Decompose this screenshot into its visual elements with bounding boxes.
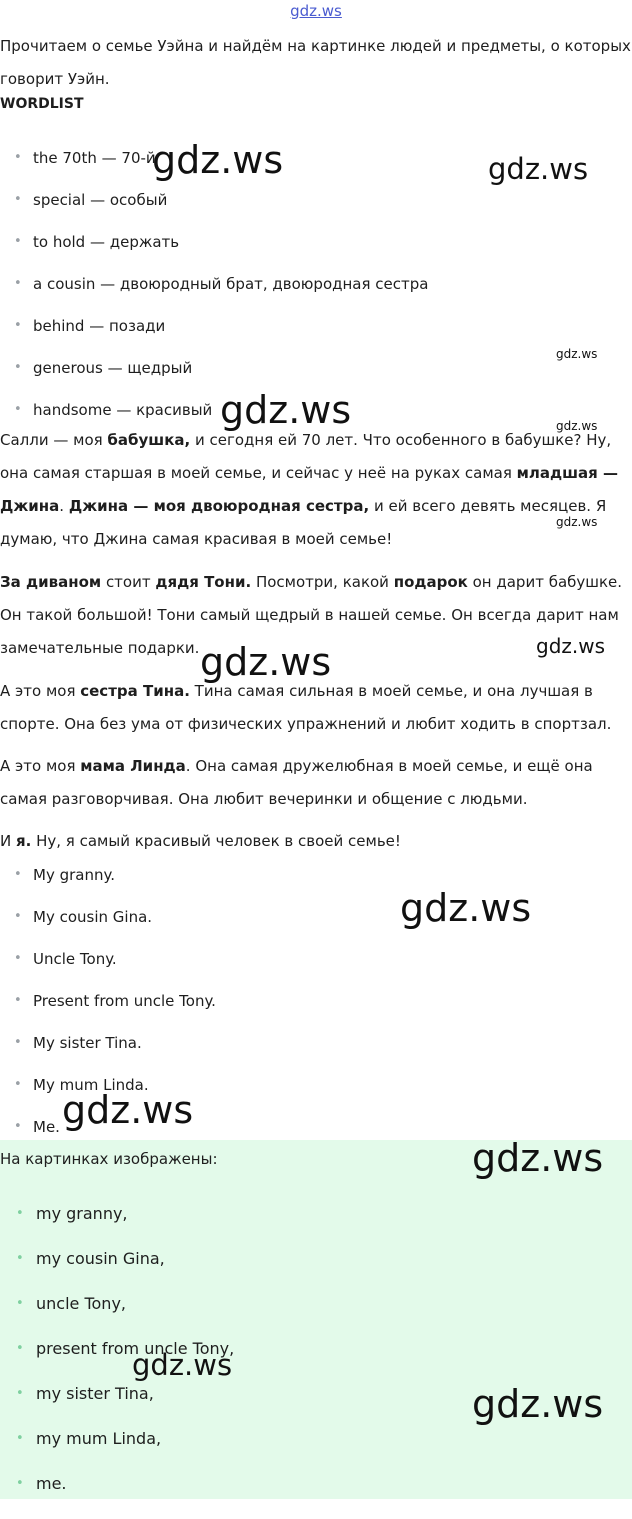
wordlist-item: • handsome — красивый: [0, 400, 428, 442]
watermark: gdz.ws: [132, 1348, 233, 1382]
text-run: А это моя: [0, 682, 81, 700]
text-run: и ей всего девять месяцев. Я думаю, что Джина самая красивая в моей семье!: [0, 497, 607, 548]
wordlist-heading: WORDLIST: [0, 96, 84, 112]
wordlist: [0, 148, 428, 442]
bold-text: подарок: [393, 573, 468, 591]
list-item: • Me.: [0, 1117, 216, 1159]
list-item: • My sister Tina.: [0, 1033, 216, 1075]
wordlist-item: • special — особый: [0, 190, 428, 232]
watermark: gdz.ws: [62, 1088, 194, 1132]
list-item: • My granny.: [0, 865, 216, 907]
text-run: Ну, я самый красивый человек в своей семье!: [31, 832, 401, 850]
text-run: .: [59, 497, 69, 515]
paragraph-mum-linda: [0, 750, 632, 816]
text-run: он дарит бабушке. Он такой большой! Тони самый щедрый в нашей семье. Он всегда дарит нам замечательные подарки.: [0, 573, 623, 657]
intro-paragraph: Прочитаем о семье Уэйна и найдём на картинке людей и предметы, о которых говорит Уэйн.: [0, 37, 631, 88]
watermark: gdz.ws: [200, 640, 332, 684]
answer-item: • me.: [0, 1474, 234, 1519]
watermark: gdz.ws: [220, 388, 352, 432]
answer-item: • my mum Linda,: [0, 1429, 234, 1474]
watermark: gdz.ws: [152, 138, 284, 182]
text-run: Тина самая сильная в моей семье, и она лучшая в спорте. Она без ума от физических упражнений и любит ходить в спортзал.: [0, 682, 612, 733]
wordlist-item: • to hold — держать: [0, 232, 428, 274]
answer-box: [0, 1140, 632, 1499]
site-link[interactable]: gdz.ws: [290, 2, 342, 20]
watermark: gdz.ws: [488, 152, 589, 186]
text-run: А это моя: [0, 757, 81, 775]
bold-text: я.: [16, 832, 32, 850]
list-item: • Uncle Tony.: [0, 949, 216, 991]
list-item: • My cousin Gina.: [0, 907, 216, 949]
paragraph-me: [0, 825, 632, 858]
list-item: • Present from uncle Tony.: [0, 991, 216, 1033]
paragraph-granny: [0, 424, 632, 556]
text-run: Салли — моя: [0, 431, 108, 449]
answer-item: • uncle Tony,: [0, 1294, 234, 1339]
watermark: gdz.ws: [556, 347, 598, 361]
bold-text: бабушка,: [107, 431, 191, 449]
watermark: gdz.ws: [556, 419, 598, 433]
bold-text: За диваном: [0, 573, 102, 591]
watermark: gdz.ws: [536, 634, 606, 658]
watermark: gdz.ws: [400, 886, 532, 930]
watermark: gdz.ws: [472, 1136, 604, 1180]
text-run: стоит: [101, 573, 156, 591]
paragraph-sister-tina: [0, 675, 632, 741]
wordlist-item: • generous — щедрый: [0, 358, 428, 400]
answer-item: • present from uncle Tony,: [0, 1339, 234, 1384]
text-run: Посмотри, какой: [251, 573, 394, 591]
wordlist-item: • the 70th — 70-й: [0, 148, 428, 190]
watermark: gdz.ws: [556, 515, 598, 529]
list-item: • My mum Linda.: [0, 1075, 216, 1117]
text-run: и сегодня ей 70 лет. Что особенного в бабушке? Ну, она самая старшая в моей семье, и сейчас у неё на руках самая: [0, 431, 612, 482]
bold-text: младшая — Джина: [0, 464, 619, 515]
watermark: gdz.ws: [472, 1382, 604, 1426]
bold-text: дядя Тони.: [155, 573, 252, 591]
bold-text: мама Линда: [80, 757, 186, 775]
bold-text: сестра Тина.: [80, 682, 190, 700]
answer-item: • my granny,: [0, 1204, 234, 1249]
wordlist-item: • behind — позади: [0, 316, 428, 358]
answer-intro: На картинках изображены:: [0, 1150, 218, 1168]
bold-text: Джина — моя двоюродная сестра,: [68, 497, 370, 515]
answer-item: • my sister Tina,: [0, 1384, 234, 1429]
text-run: . Она самая дружелюбная в моей семье, и ещё она самая разговорчивая. Она любит вечеринки и общение с людьми.: [0, 757, 593, 808]
answer-item: • my cousin Gina,: [0, 1249, 234, 1294]
text-run: И: [0, 832, 16, 850]
wordlist-item: • a cousin — двоюродный брат, двоюродная сестра: [0, 274, 428, 316]
